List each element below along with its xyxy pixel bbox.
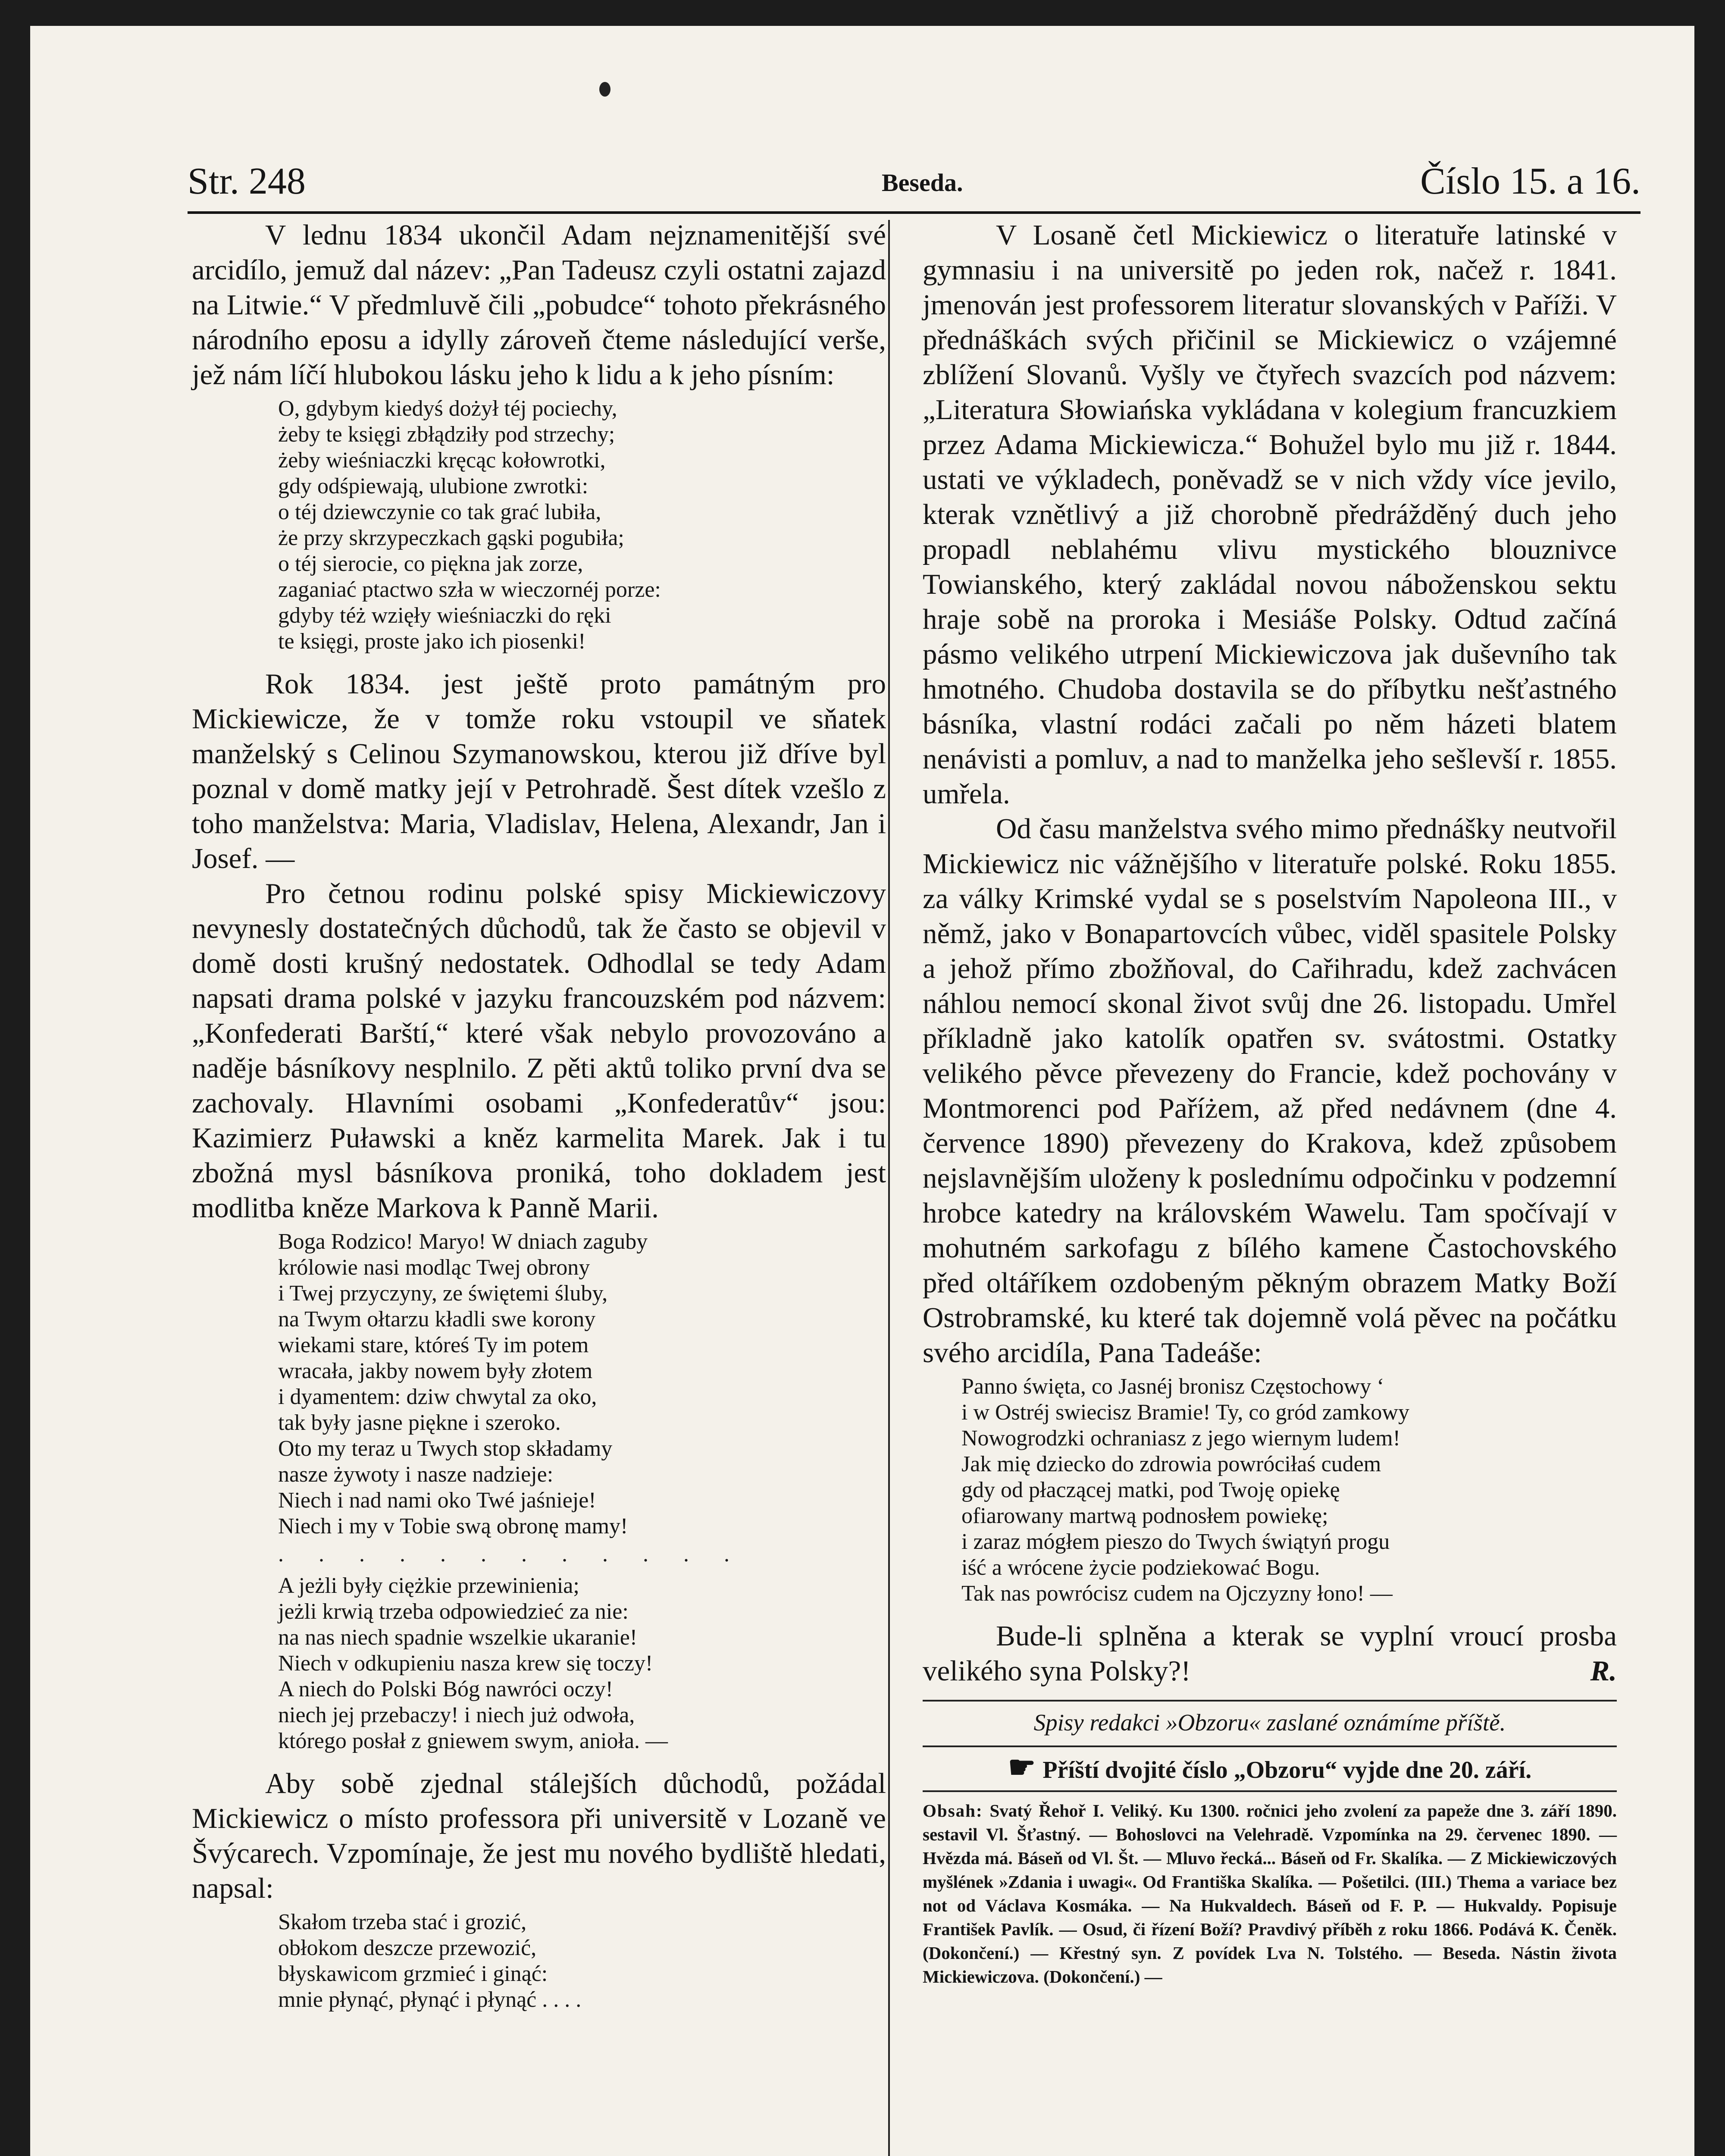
issue-number: Číslo 15. a 16.: [1420, 160, 1640, 202]
paragraph-marriage: Rok 1834. jest ještě proto památným pro Mickiewicze, že v tomže roku vstoupil ve sňatek manželský s Celinou Szymanowskou, kterou již dříve byl poznal v domě matky její v Petrohradě. Šest dítek vzešlo z toho manželstva: Maria, Vladislav, Helena, Alexandr, Jan i Josef. —: [192, 668, 886, 874]
pointing-hand-icon: ☛: [1008, 1750, 1036, 1785]
page-scan: [30, 26, 1694, 2156]
contents-label: Obsah:: [923, 1801, 983, 1821]
poem-pan-tadeusz: O, gdybym kiedyś dożył téj pociechy, żeby te księgi zbłądziły pod strzechy; żeby wieśniaczki kręcąc kołowrotki, gdy odśpiewają, ulubione zwrotki: o téj dziewczynie co tak grać lubiła, że przy skrzypeczkach gąski pogubiła; o téj sierocie, co piękna jak zorze, zaganiać ptactwo szła w wieczornéj porze: gdyby téż wzięły wieśniaczki do ręki te księgi, proste jako ich piosenki!: [278, 396, 661, 654]
announcement-text: Příští dvojité číslo „Obzoru“ vyjde dne 20. září.: [1043, 1757, 1532, 1783]
right-column: [923, 218, 1617, 1989]
ink-blot: [599, 82, 610, 97]
table-of-contents: [923, 1799, 1617, 1989]
closing-text: Bude-li splněna a kterak se vyplní vroucí prosba velikého syna Polsky?!: [923, 1620, 1617, 1687]
poem-prayer-continued: A jeżli były ciężkie przewinienia; jeżli krwią trzeba odpowiedzieć za nie: na nas niech spadnie wszelkie ukaranie! Niech v odkupieniu nasza krew się toczy! A niech do Polski Bóg nawróci oczy! niech jej przebaczy! i niech już odwoła, którego posłał z gniewem swym, anioła. —: [278, 1573, 668, 1753]
poem-rocks: Skałom trzeba stać i grozić, obłokom deszcze przewozić, błyskawicom grzmieć i ginąć: mnie płynąć, płynąć i płynąć . . . .: [278, 1910, 582, 2012]
paragraph-lausanne: Aby sobě zjednal stálejších důchodů, požádal Mickiewicz o místo professora při universitě v Lozaně ve Švýcarech. Vzpomínaje, že jest mu nového bydliště hledati, napsal:: [192, 1767, 886, 1904]
journal-title: Beseda.: [882, 169, 963, 197]
paragraph-paris-lectures: V Losaně četl Mickiewicz o literatuře latinské v gymnasiu i na universitě po jeden rok, načež r. 1841. jmenován jest professorem literatur slovanských v Paříži. V přednáškách svých přičinil se Mickiewicz o vzájemné zblížení Slovanů. Vyšly ve čtyřech svazcích pod názvem: „Literatura Słowiańska vykládana v kolegium francuzkiem przez Adama Mickiewicza.“ Bohužel bylo mu již r. 1844. ustati ve výkladech, poněvadž se v nich vždy více jevilo, kterak vznětlivý a již chorobně předrážděný duch jeho propadl neblahému vlivu mystického blouznivce Towianského, který zakládal novou náboženskou sektu hraje sobě na proroka i Mesiáše Polsky. Odtud začíná pásmo velikého utrpení Mickiewiczova jak duševního tak hmotného. Chudoba dostavila se do příbytku nešťastného básníka, vlastní rodáci začali po něm házeti blatem nenávisti a pomluv, a nad to manželka jeho sešlevší r. 1855. umřela.: [923, 219, 1617, 810]
page-header: [188, 155, 1640, 211]
left-column: [192, 218, 886, 2025]
author-signature: R.: [1590, 1655, 1617, 1687]
poem-ellipsis: . . . . . . . . . . . .: [278, 1542, 744, 1567]
paragraph-pan-tadeusz: V lednu 1834 ukončil Adam nejznamenitější své arcidílo, jemuž dal název: „Pan Tadeusz czyli ostatni zajazd na Litwie.“ V předmluvě čili „pobudce“ tohoto překrásného národního eposu a idylly zároveň čteme následující verše, jež nám líčí hlubokou lásku jeho k lidu a k jeho písním:: [192, 219, 886, 391]
paragraph-closing: [923, 1619, 1617, 1689]
poem-prayer-virgin: Panno święta, co Jasnéj bronisz Częstochowy ‘ i w Ostréj swiecisz Bramie! Ty, co gród zamkowy Nowogrodzki ochraniasz z jego wiernym ludem! Jak mię dziecko do zdrowia powróciłaś cudem gdy od płaczącej matki, pod Twoję opiekę ofiarowany martwą podnosłem powiekę; i zaraz mógłem pieszo do Twych świątyń progu iść a wrócene życie podziekować Bogu. Tak nas powrócisz cudem na Ojczyzny łono! —: [961, 1374, 1409, 1606]
editorial-note: Spisy redakci »Obzoru« zaslané oznámíme příště.: [923, 1700, 1617, 1738]
header-rule: [188, 211, 1640, 214]
paragraph-death: Od času manželstva svého mimo přednášky neutvořil Mickiewicz nic vážnějšího v literatuře polské. Roku 1855. za války Krimské vydal se s poselstvím Napoleona III., v němž, jako v Bonapartovcích vůbec, viděl spasitele Polsky a jehož přímo zbožňoval, do Cařihradu, kdež zachvácen náhlou nemocí skonal život svůj dne 26. listopadu. Umřel příkladně jako katolík opatřen sv. svátostmi. Ostatky velikého pěvce převezeny do Francie, kdež pochovány v Montmorenci pod Paříżem, až před nedávnem (dne 4. července 1890) převezeny do Krakova, kdež způsobem nejslavnějším uloženy k poslednímu odpočinku v podzemní hrobce katedry na královském Wawelu. Tam spočívají v mohutném sarkofagu z bílého kamene Častochovského před oltáříkem ozdobeným pěkným obrazem Matky Boží Ostrobramské, ku které tak dojemně volá pěvec na počátku svého arcidíla, Pana Tadeáše:: [923, 813, 1617, 1369]
paragraph-konfederaci: Pro četnou rodinu polské spisy Mickiewiczovy nevynesly dostatečných důchodů, tak že často se objevil v domě dosti krušný nedostatek. Odhodlal se tedy Adam napsati drama polské v jazyku francouzském pod názvem: „Konfederati Barští,“ které však nebylo provozováno a naděje básníkovy nesplnilo. Z pěti aktů toliko první dva se zachovaly. Hlavními osobami „Konfederatův“ jsou: Kazimierz Puławski a kněz karmelita Marek. Jak i tu zbožná mysl básníkova proniká, toho dokladem jest modlitba kněze Markova k Panně Marii.: [192, 877, 886, 1224]
next-issue-announcement: [923, 1745, 1617, 1792]
column-divider: [888, 220, 890, 2156]
poem-prayer: Boga Rodzico! Maryo! W dniach zaguby królowie nasi modląc Twej obrony i Twej przyczyny, ze świętemi śluby, na Twym ołtarzu kładli swe korony wiekami stare, któreś Ty im potem wracała, jakby nowem były złotem i dyamentem: dziw chwytal za oko, tak były jasne piękne i szeroko. Oto my teraz u Twych stop składamy nasze żywoty i nasze nadzieje: Niech i nad nami oko Twé jaśnieje! Niech i my v Tobie swą obronę mamy!: [278, 1229, 648, 1539]
page-number: Str. 248: [188, 160, 306, 202]
contents-text: Svatý Řehoř I. Veliký. Ku 1300. ročnici jeho zvolení za papeže dne 3. září 1890. sestavil Vl. Šťastný. — Bohoslovci na Velehradě. Vzpomínka na 29. červenec 1890. — Hvězda má. Báseň od Vl. Št. — Mluvo řecká... Báseň od Fr. Skalíka. — Z Mickiewiczových myšlének »Zdania i uwagi«. Od Františka Skalíka. — Pošetilci. (III.) Thema a variace bez not od Václava Kosmáka. — Na Hukvaldech. Báseň od F. P. — Hukvaldy. Popisuje František Pavlík. — Osud, či řízení Boží? Pravdivý příběh z roku 1866. Podává K. Čeněk. (Dokončení.) — Křestný syn. Z povídek Lva N. Tolstého. — Beseda. Nástin života Mickiewiczova. (Dokončení.) —: [923, 1801, 1617, 1987]
